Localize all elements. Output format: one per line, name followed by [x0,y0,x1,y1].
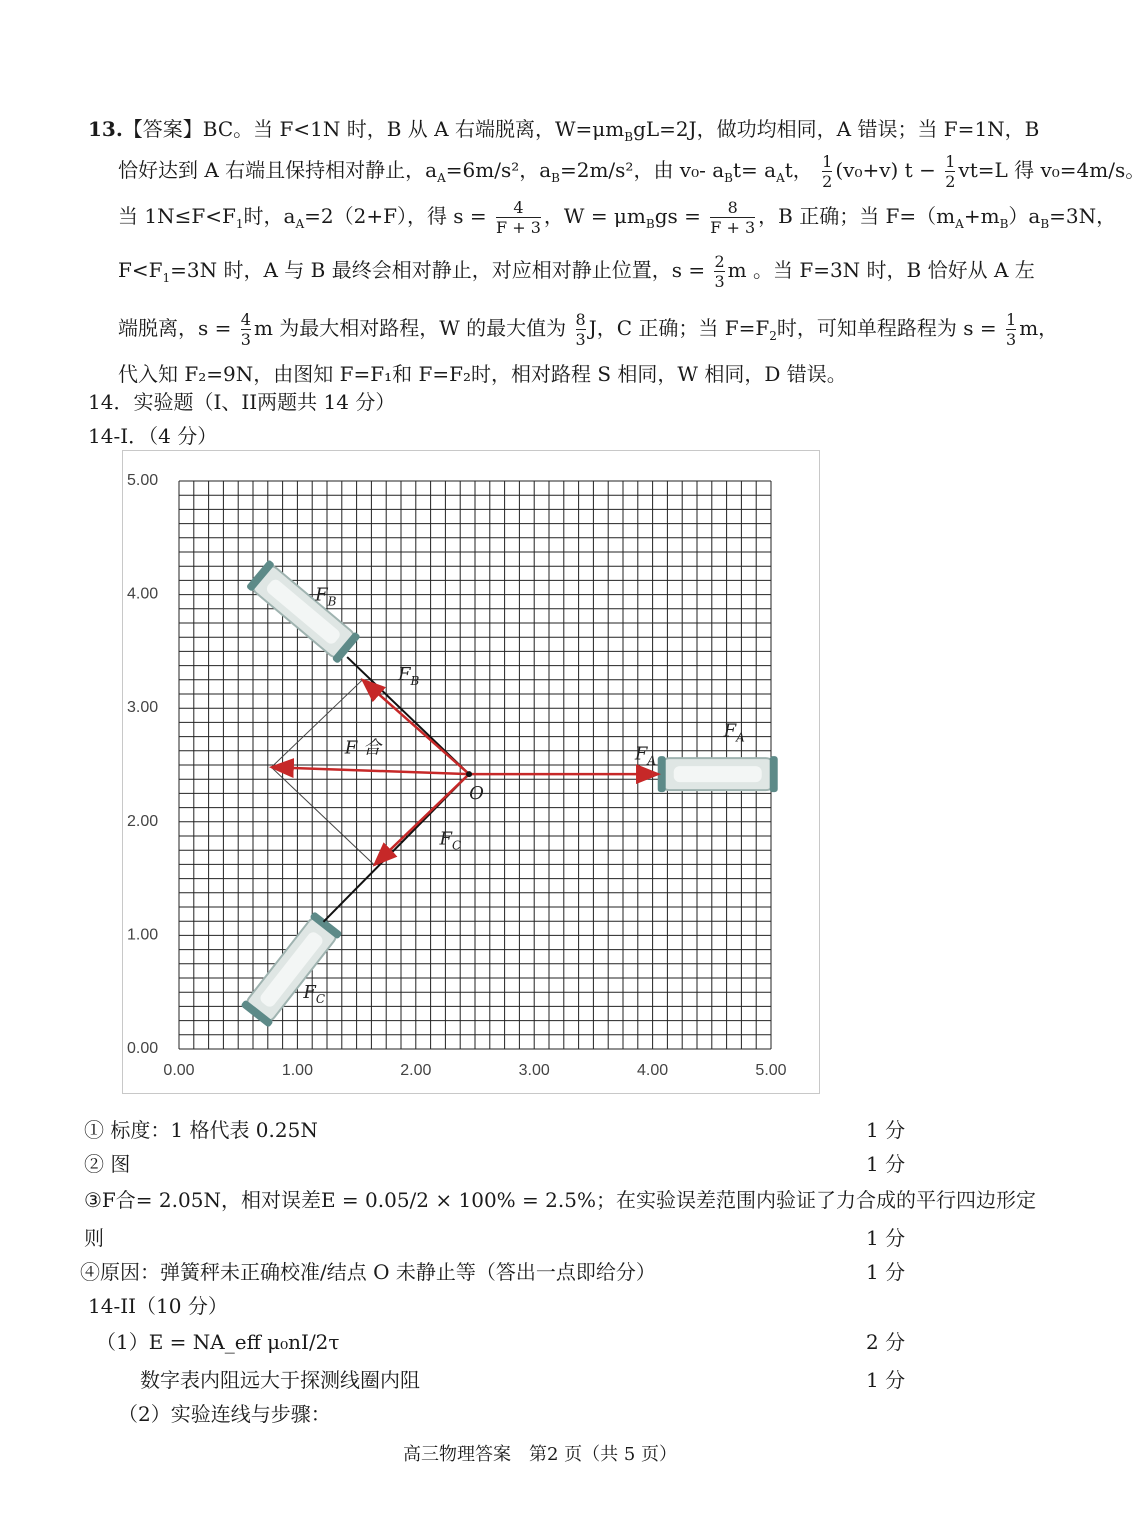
denominator: 2 [945,172,956,191]
q13-text: (v₀+v) t − [835,158,936,182]
q13-text: =3N 时，A 与 B 最终会相对静止，对应相对静止位置，s = [170,258,706,282]
x-tick-label: 2.00 [400,1062,432,1079]
spring-scale-a [658,756,778,792]
fraction-8-3 [576,310,586,349]
answer-item: ④原因：弹簧秤未正确校准/结点 O 未静止等（答出一点即给分） [80,1260,656,1284]
subscript: A [437,171,446,185]
q13-text: F<F [118,258,163,282]
denominator: 3 [240,330,251,349]
q13-text: J，C 正确；当 F=F [588,316,770,340]
q13-text: t， [784,158,813,182]
q13-line-3 [118,198,1116,237]
vector-diagram [123,451,821,1095]
q13-text: 恰好达到 A 右端且保持相对静止，a [118,158,438,182]
q14-part1-title: 14-I．（4 分） [88,424,218,448]
q13-line-1 [88,113,1039,144]
vector-F合 [271,767,469,774]
subscript: 1 [162,271,171,285]
subscript: A [776,171,785,185]
origin-point [466,771,472,777]
numerator: 8 [727,198,738,217]
answer-score: 1 分 [866,1118,906,1142]
denominator: 3 [575,330,586,349]
q13-text: 当 1N≤F<F [118,204,236,228]
denominator: 3 [714,272,725,291]
numerator: 8 [575,310,586,329]
q13-text: 时，可知单程路程为 s = [776,316,997,340]
fraction-1-3 [1006,310,1016,349]
fraction-half [822,152,832,191]
vector-label: $F_B$ [398,663,420,688]
subscript: 1 [235,217,244,231]
q13-line-6: 代入知 F₂=9N，由图知 F=F₁和 F=F₂时，相对路程 S 相同，W 相同，D 错误。 [118,362,847,386]
fraction-4-over-f3 [496,198,541,237]
q13-text: t= a [733,158,777,182]
q13-text: m 。当 F=3N 时，B 恰好从 A 左 [727,258,1035,282]
numerator: 1 [945,152,956,171]
q13-text: vt=L 得 v₀=4m/s。 [958,158,1145,182]
q13-text: ）a [1008,204,1041,228]
denominator: F + 3 [496,218,541,237]
denominator: 2 [822,172,833,191]
y-tick-label: 2.00 [127,812,159,830]
fraction-half [945,152,955,191]
subscript: A [295,217,305,231]
vector-label: O [469,783,484,805]
denominator: 3 [1006,330,1017,349]
answer-item: （1）E = NA_eff μ₀nI/2τ [96,1330,340,1354]
q14-title: 14．实验题（I、II两题共 14 分） [88,390,396,414]
vector-label: $F_A$ [634,743,657,768]
q13-text: m， [1019,316,1059,340]
part2-title: 14-II（10 分） [88,1294,228,1318]
fraction-8-over-f3 [710,198,755,237]
y-tick-label: 1.00 [127,926,159,944]
vector-label: $F_C$ [439,828,462,853]
q13-line-4 [118,252,1035,291]
q13-line-2 [118,152,1145,191]
numerator: 1 [1006,310,1017,329]
q13-text: =6m/s²，a [445,158,552,182]
force-grid-figure [122,450,820,1094]
q13-text: 端脱离，s = [118,316,232,340]
q13-text: ，W = μm [543,204,646,228]
answer-item: ① 标度：1 格代表 0.25N [84,1118,318,1142]
answer-item: 数字表内阻远大于探测线圈内阻 [140,1368,420,1392]
q13-text: +m [963,204,1000,228]
q13-text: 【答案】BC。当 F<1N 时，B 从 A 右端脱离，W=μm [122,117,625,141]
question-number: 13. [88,117,123,141]
y-tick-label: 5.00 [127,472,159,489]
x-tick-label: 3.00 [518,1062,550,1079]
subscript: B [1040,217,1050,231]
subscript: B [724,171,733,185]
answer-score: 1 分 [866,1368,906,1392]
answer-score: 1 分 [866,1226,906,1250]
numerator: 4 [513,198,524,217]
vector-label: $F_A$ [723,720,745,745]
subscript: B [551,171,560,185]
y-tick-label: 0.00 [127,1040,159,1057]
answer-score: 1 分 [866,1152,906,1176]
answer-item: （2）实验连线与步骤： [118,1402,331,1426]
y-tick-label: 3.00 [127,699,159,717]
subscript: 2 [769,329,777,343]
q13-text: 时，a [243,204,296,228]
q13-text: gL=2J，做功均相同，A 错误；当 F=1N，B [633,117,1040,141]
denominator: F + 3 [710,218,756,237]
x-tick-label: 5.00 [755,1062,787,1079]
subscript: B [624,130,634,144]
x-tick-label: 0.00 [163,1062,195,1079]
numerator: 4 [240,310,251,329]
answer-item: ③F合= 2.05N，相对误差E = 0.05/2 × 100% = 2.5%；在实验误差范围内验证了力合成的平行四边形定 [84,1188,1036,1212]
x-tick-label: 1.00 [281,1062,313,1079]
q13-text: ，B 正确；当 F=（m [758,204,956,228]
x-tick-label: 4.00 [637,1062,669,1079]
answer-item: ② 图 [84,1152,131,1176]
vector-label: F 合 [344,737,381,759]
q13-text: m 为最大相对路程，W 的最大值为 [253,316,567,340]
fraction-4-3 [241,310,251,349]
vector-label: $F_B$ [315,584,337,609]
subscript: B [999,217,1009,231]
y-tick-label: 4.00 [127,585,159,603]
answer-score: 1 分 [866,1260,906,1284]
q13-text: gs = [654,204,701,228]
spring-scale-b [246,559,361,664]
q13-text: =2（2+F），得 s = [304,204,487,228]
q13-text: =3N， [1049,204,1117,228]
subscript: A [955,217,964,231]
q13-line-5 [118,310,1058,349]
fraction-2-3 [714,252,724,291]
answer-item: 则 [84,1226,104,1250]
answer-score: 2 分 [866,1330,906,1354]
subscript: B [645,217,655,231]
q13-text: =2m/s²，由 v₀- a [559,158,725,182]
numerator: 1 [822,152,833,171]
vector-label: $F_C$ [303,981,326,1006]
page-footer: 高三物理答案 第2 页（共 5 页） [402,1444,678,1465]
numerator: 2 [714,252,725,271]
